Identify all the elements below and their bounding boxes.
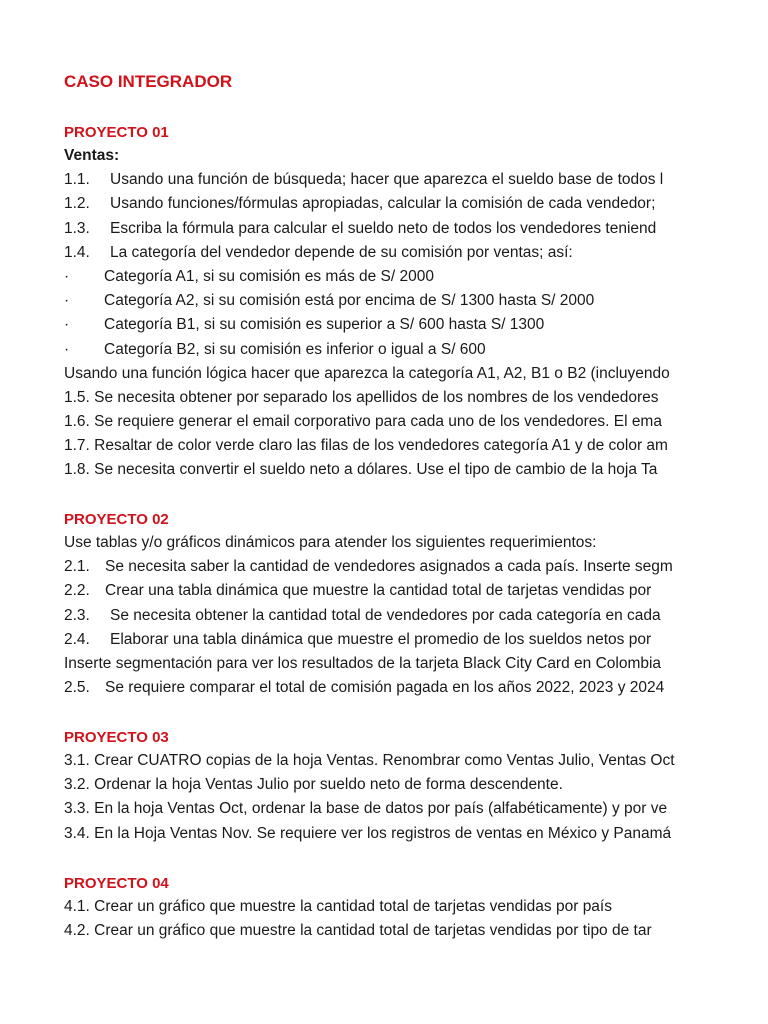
list-item [64,192,678,216]
bullet-icon: · [64,316,70,334]
list-item [64,676,678,700]
item-text: Usando funciones/fórmulas apropiadas, calcular la comisión de cada vendedor; [110,195,656,213]
section-proyecto-04 [64,872,678,943]
bullet-item [64,313,678,337]
section-title: PROYECTO 01 [64,124,169,141]
list-item [64,217,678,241]
item-number: 2.5. [64,679,90,697]
item-text: Usando una función de búsqueda; hacer que aparezca el sueldo base de todos l [110,171,664,189]
paragraph-line: Inserte segmentación para ver los resultados de la tarjeta Black City Card en Colombia [64,654,662,672]
section-title: PROYECTO 02 [64,511,169,528]
item-text: Se necesita saber la cantidad de vendedores asignados a cada país. Inserte segm [105,558,673,576]
item-text: La categoría del vendedor depende de su comisión por ventas; así: [110,243,573,261]
paragraph-line: 4.2. Crear un gráfico que muestre la cantidad total de tarjetas vendidas por tipo de tar [64,922,652,940]
paragraph-line: 3.4. En la Hoja Ventas Nov. Se requiere ver los registros de ventas en México y Panamá [64,824,672,842]
item-number: 1.4. [64,243,90,261]
item-text: Elaborar una tabla dinámica que muestre el promedio de los sueldos netos por [110,630,652,648]
bullet-item [64,338,678,362]
item-number: 1.2. [64,195,90,213]
bullet-text: Categoría B1, si su comisión es superior a S/ 600 hasta S/ 1300 [104,316,545,334]
bullet-text: Categoría A1, si su comisión es más de S/ 2000 [104,267,434,285]
list-item [64,604,678,628]
section-proyecto-03 [64,726,678,846]
bullet-icon: · [64,267,70,285]
document-title: CASO INTEGRADOR [64,72,233,91]
item-number: 2.3. [64,606,90,624]
list-item [64,555,678,579]
paragraph-line: 4.1. Crear un gráfico que muestre la cantidad total de tarjetas vendidas por país [64,898,612,915]
paragraph-line: 3.3. En la hoja Ventas Oct, ordenar la base de datos por país (alfabéticamente) y por ve [64,800,668,818]
paragraph-line: Use tablas y/o gráficos dinámicos para atender los siguientes requerimientos: [64,534,597,551]
list-item [64,628,678,652]
item-text: Se necesita obtener la cantidad total de vendedores por cada categoría en cada [110,606,661,624]
bullet-item [64,265,678,289]
item-number: 2.1. [64,558,90,576]
paragraph-line: Usando una función lógica hacer que aparezca la categoría A1, A2, B1 o B2 (incluyendo [64,364,670,382]
item-text: Crear una tabla dinámica que muestre la cantidad total de tarjetas vendidas por [105,582,652,600]
paragraph-line: 3.1. Crear CUATRO copias de la hoja Ventas. Renombrar como Ventas Julio, Ventas Oct [64,752,675,769]
section-proyecto-01 [64,121,678,483]
bullet-icon: · [64,292,70,310]
paragraph-line: 1.5. Se necesita obtener por separado los apellidos de los nombres de los vendedores [64,388,659,406]
list-item [64,241,678,265]
item-number: 2.2. [64,582,90,600]
section-proyecto-02 [64,508,678,700]
bullet-text: Categoría B2, si su comisión es inferior o igual a S/ 600 [104,340,486,358]
item-text: Escriba la fórmula para calcular el sueldo neto de todos los vendedores teniend [110,219,657,237]
item-number: 1.3. [64,219,90,237]
paragraph-line: 1.8. Se necesita convertir el sueldo neto a dólares. Use el tipo de cambio de la hoja Ta [64,461,658,479]
document-body [64,0,678,1024]
bullet-text: Categoría A2, si su comisión está por encima de S/ 1300 hasta S/ 2000 [104,292,595,310]
paragraph-line: 1.6. Se requiere generar el email corporativo para cada uno de los vendedores. El ema [64,413,662,431]
item-text: Se requiere comparar el total de comisión pagada en los años 2022, 2023 y 2024 [105,679,665,697]
list-item [64,579,678,603]
section-title: PROYECTO 03 [64,729,169,746]
item-number: 2.4. [64,630,90,648]
bullet-icon: · [64,340,70,358]
paragraph-line: 3.2. Ordenar la hoja Ventas Julio por sueldo neto de forma descendente. [64,776,563,794]
section-title: PROYECTO 04 [64,875,169,892]
section-subtitle: Ventas: [64,147,120,164]
list-item [64,168,678,192]
bullet-item [64,289,678,313]
item-number: 1.1. [64,171,90,189]
paragraph-line: 1.7. Resaltar de color verde claro las filas de los vendedores categoría A1 y de color am [64,437,668,455]
